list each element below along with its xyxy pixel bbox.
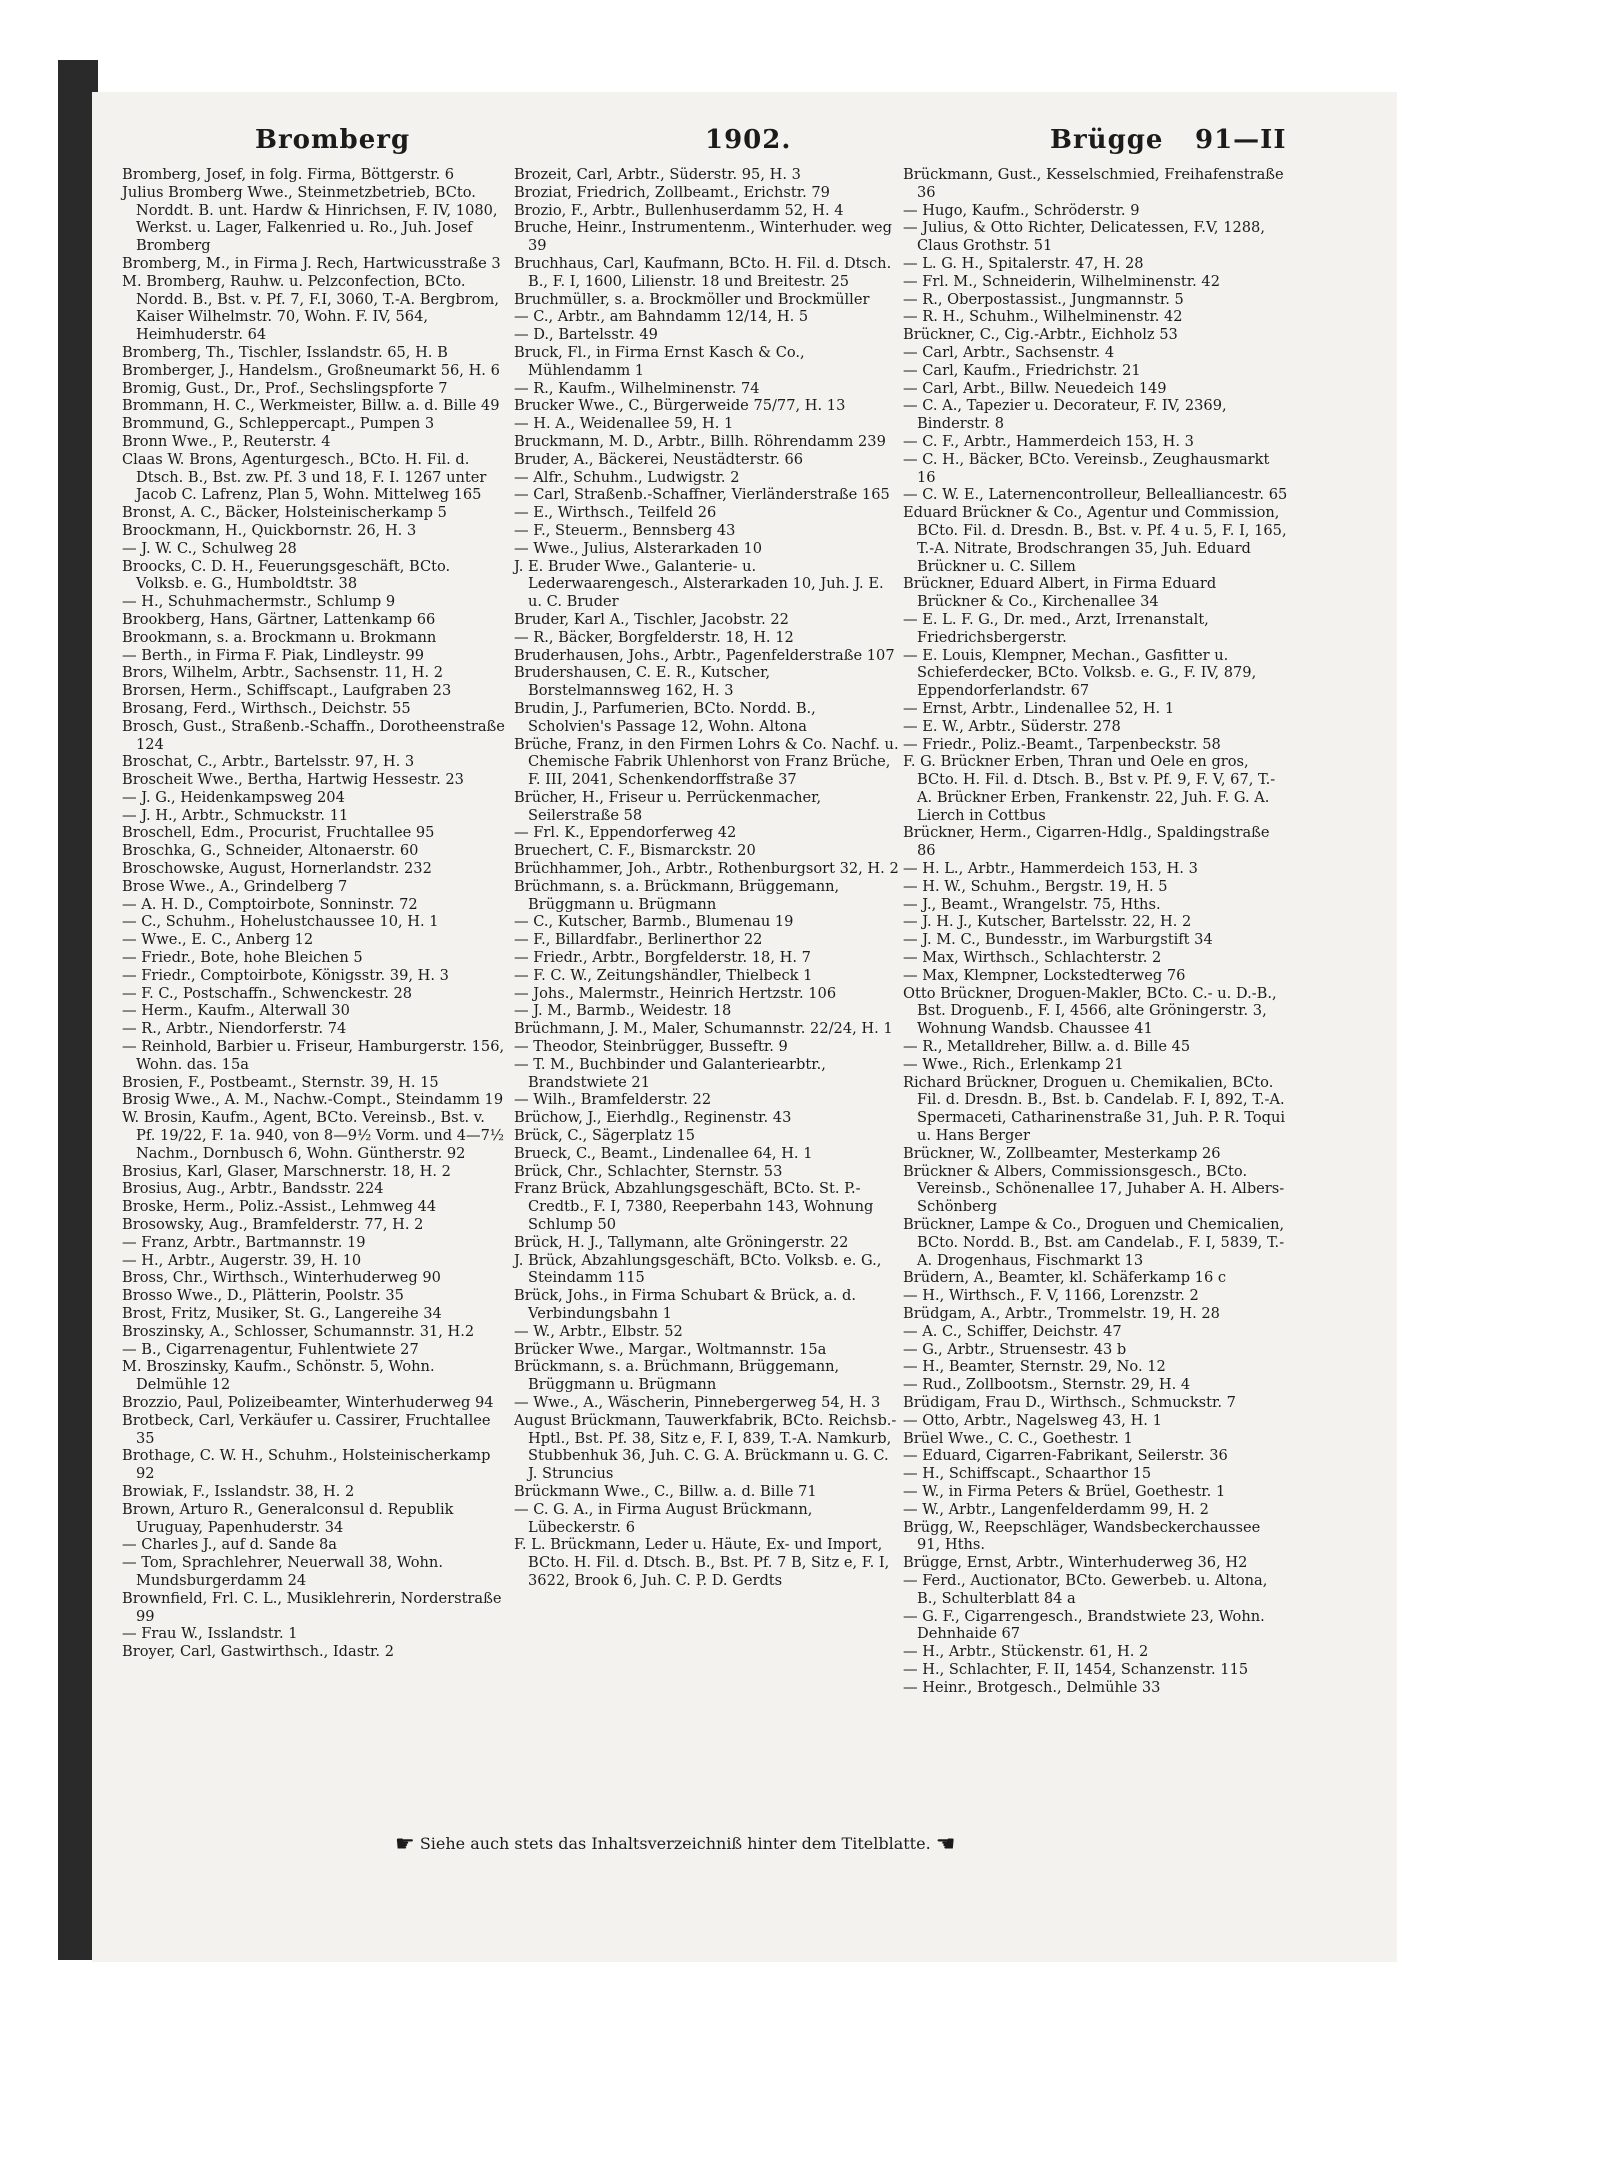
directory-entry: Brück, C., Sägerplatz 15 bbox=[514, 1127, 696, 1145]
directory-entry: Bruche, Heinr., Instrumentenm., Winterhuder. weg 39 bbox=[514, 219, 892, 255]
directory-entry: — H. L., Arbtr., Hammerdeich 153, H. 3 bbox=[903, 860, 1198, 878]
directory-entry: — Carl, Arbt., Billw. Neuedeich 149 bbox=[903, 379, 1167, 397]
directory-entry: Richard Brückner, Droguen u. Chemikalien, BCto. Fil. d. Dresdn. B., Bst. b. Candelab. F. I, 892, T.-A. Spermaceti, Catharinenstraße 31, Juh. P. R. Toqui u. Hans Berger bbox=[903, 1073, 1286, 1145]
directory-entry: Bruder, A., Bäckerei, Neustädterstr. 66 bbox=[514, 450, 804, 468]
directory-entry: — Frl. M., Schneiderin, Wilhelminenstr. 42 bbox=[903, 272, 1221, 290]
directory-entry: — F., Steuerm., Bennsberg 43 bbox=[514, 521, 736, 539]
directory-entry: — Eduard, Cigarren-Fabrikant, Seilerstr. 36 bbox=[903, 1447, 1228, 1465]
directory-entry: Brosowsky, Aug., Bramfelderstr. 77, H. 2 bbox=[122, 1216, 424, 1234]
directory-entry: Brozzio, Paul, Polizeibeamter, Winterhuderweg 94 bbox=[122, 1393, 494, 1411]
directory-column-3 bbox=[903, 166, 1288, 1697]
directory-entry: — C., Arbtr., am Bahndamm 12/14, H. 5 bbox=[514, 308, 809, 326]
directory-entry: F. L. Brückmann, Leder u. Häute, Ex- und Import, BCto. H. Fil. d. Dtsch. B., Bst. Pf. 7 B, Sitz e, F. I, 3622, Brook 6, Juh. C. P. D. Gerdts bbox=[514, 1536, 890, 1589]
directory-entry: Bruchmüller, s. a. Brockmöller und Brockmüller bbox=[514, 290, 870, 308]
directory-entry: Brudershausen, C. E. R., Kutscher, Borstelmannsweg 162, H. 3 bbox=[514, 664, 771, 700]
directory-entry: Brückmann, Gust., Kesselschmied, Freihafenstraße 36 bbox=[903, 166, 1284, 201]
directory-entry: Brüel Wwe., C. C., Goethestr. 1 bbox=[903, 1429, 1133, 1447]
directory-entry: — Max, Klempner, Lockstedterweg 76 bbox=[903, 966, 1186, 984]
directory-entry: Brückner, Eduard Albert, in Firma Eduard Brückner & Co., Kirchenallee 34 bbox=[903, 575, 1217, 611]
directory-entry: — H., Wirthsch., F. V, 1166, Lorenzstr. 2 bbox=[903, 1287, 1199, 1305]
directory-entry: — J. M. C., Bundesstr., im Warburgstift 34 bbox=[903, 931, 1213, 949]
directory-entry: Broscheit Wwe., Bertha, Hartwig Hessestr. 23 bbox=[122, 771, 464, 789]
directory-entry: — Wwe., A., Wäscherin, Pinnebergerweg 54, H. 3 bbox=[514, 1393, 881, 1411]
directory-entry: — C. F., Arbtr., Hammerdeich 153, H. 3 bbox=[903, 432, 1194, 450]
directory-entry: — J. H. J., Kutscher, Bartelsstr. 22, H. 2 bbox=[903, 913, 1192, 931]
directory-entry: — Hugo, Kaufm., Schröderstr. 9 bbox=[903, 201, 1140, 219]
directory-entry: Brosso Wwe., D., Plätterin, Poolstr. 35 bbox=[122, 1287, 404, 1305]
directory-column-1 bbox=[122, 166, 507, 1661]
directory-entry: Brüdigam, Frau D., Wirthsch., Schmuckstr. 7 bbox=[903, 1393, 1236, 1411]
directory-entry: M. Broszinsky, Kaufm., Schönstr. 5, Wohn. Delmühle 12 bbox=[122, 1358, 435, 1394]
directory-entry: Browiak, F., Isslandstr. 38, H. 2 bbox=[122, 1482, 355, 1500]
directory-entry: Bromberger, J., Handelsm., Großneumarkt 56, H. 6 bbox=[122, 361, 500, 379]
footer-note bbox=[395, 1832, 1095, 1857]
directory-entry: — A. C., Schiffer, Deichstr. 47 bbox=[903, 1322, 1122, 1340]
directory-entry: — Heinr., Brotgesch., Delmühle 33 bbox=[903, 1678, 1161, 1696]
directory-entry: — H., Schiffscapt., Schaarthor 15 bbox=[903, 1465, 1152, 1483]
directory-entry: Brommann, H. C., Werkmeister, Billw. a. d. Bille 49 bbox=[122, 397, 500, 415]
directory-entry: — Alfr., Schuhm., Ludwigstr. 2 bbox=[514, 468, 740, 486]
directory-entry: Brommund, G., Schleppercapt., Pumpen 3 bbox=[122, 415, 435, 433]
directory-entry: Brucker Wwe., C., Bürgerweide 75/77, H. 13 bbox=[514, 397, 846, 415]
directory-entry: Bruck, Fl., in Firma Ernst Kasch & Co., Mühlendamm 1 bbox=[514, 343, 805, 379]
directory-entry: — H. W., Schuhm., Bergstr. 19, H. 5 bbox=[903, 877, 1168, 895]
directory-entry: — F. C., Postschaffn., Schwenckestr. 28 bbox=[122, 984, 413, 1002]
directory-entry: — C., Schuhm., Hohelustchaussee 10, H. 1 bbox=[122, 913, 439, 931]
directory-entry: — D., Bartelsstr. 49 bbox=[514, 326, 658, 344]
directory-entry: — C. H., Bäcker, BCto. Vereinsb., Zeughausmarkt 16 bbox=[903, 450, 1270, 486]
directory-entry: — C. A., Tapezier u. Decorateur, F. IV, 2369, Binderstr. 8 bbox=[903, 397, 1227, 433]
directory-entry: — E. W., Arbtr., Süderstr. 278 bbox=[903, 717, 1121, 735]
directory-entry: Brueck, C., Beamt., Lindenallee 64, H. 1 bbox=[514, 1144, 813, 1162]
directory-entry: Brors, Wilhelm, Arbtr., Sachsenstr. 11, H. 2 bbox=[122, 664, 444, 682]
directory-entry: — Wwe., Julius, Alsterarkaden 10 bbox=[514, 539, 763, 557]
directory-entry: — Herm., Kaufm., Alterwall 30 bbox=[122, 1002, 350, 1020]
directory-entry: — Rud., Zollbootsm., Sternstr. 29, H. 4 bbox=[903, 1376, 1191, 1394]
directory-entry: — Carl, Straßenb.-Schaffner, Vierländerstraße 165 bbox=[514, 486, 890, 504]
directory-entry: Brückner, Herm., Cigarren-Hdlg., Spaldingstraße 86 bbox=[903, 824, 1270, 860]
directory-entry: — Friedr., Arbtr., Borgfelderstr. 18, H. 7 bbox=[514, 949, 811, 967]
directory-entry: — H., Beamter, Sternstr. 29, No. 12 bbox=[903, 1358, 1166, 1376]
directory-entry: Bronst, A. C., Bäcker, Holsteinischerkamp 5 bbox=[122, 504, 447, 522]
directory-entry: Bruechert, C. F., Bismarckstr. 20 bbox=[514, 842, 756, 860]
directory-entry: — C., Kutscher, Barmb., Blumenau 19 bbox=[514, 913, 794, 931]
directory-entry: Broschell, Edm., Procurist, Fruchtallee 95 bbox=[122, 824, 435, 842]
directory-entry: Bronn Wwe., P., Reuterstr. 4 bbox=[122, 432, 331, 450]
directory-entry: — R. H., Schuhm., Wilhelminenstr. 42 bbox=[903, 308, 1183, 326]
directory-entry: Bruderhausen, Johs., Arbtr., Pagenfelderstraße 107 bbox=[514, 646, 895, 664]
directory-entry: — H., Arbtr., Stückenstr. 61, H. 2 bbox=[903, 1643, 1149, 1661]
directory-entry: Brookmann, s. a. Brockmann u. Brokmann bbox=[122, 628, 437, 646]
directory-entry: Brosch, Gust., Straßenb.-Schaffn., Dorotheenstraße 124 bbox=[122, 717, 505, 753]
directory-entry: Brüdgam, A., Arbtr., Trommelstr. 19, H. 28 bbox=[903, 1305, 1220, 1322]
directory-entry: — Carl, Kaufm., Friedrichstr. 21 bbox=[903, 361, 1141, 379]
directory-entry: — J. W. C., Schulweg 28 bbox=[122, 539, 297, 557]
directory-entry: — Carl, Arbtr., Sachsenstr. 4 bbox=[903, 343, 1115, 361]
directory-entry: Bromberg, Th., Tischler, Isslandstr. 65, H. B bbox=[122, 343, 448, 361]
directory-entry: — L. G. H., Spitalerstr. 47, H. 28 bbox=[903, 254, 1144, 272]
directory-entry: — R., Kaufm., Wilhelminenstr. 74 bbox=[514, 379, 760, 397]
directory-entry: Claas W. Brons, Agenturgesch., BCto. H. Fil. d. Dtsch. B., Bst. zw. Pf. 3 und 18, F. I. 1267 unter Jacob C. Lafrenz, Plan 5, Wohn. Mittelweg 165 bbox=[122, 450, 487, 504]
directory-entry: Brüdern, A., Beamter, kl. Schäferkamp 16 c bbox=[903, 1269, 1227, 1287]
directory-entry: Bruder, Karl A., Tischler, Jacobstr. 22 bbox=[514, 610, 789, 628]
directory-entry: Brotbeck, Carl, Verkäufer u. Cassirer, Fruchtallee 35 bbox=[122, 1411, 491, 1447]
directory-entry: — E. L. F. G., Dr. med., Arzt, Irrenanstalt, Friedrichsbergerstr. bbox=[903, 610, 1209, 646]
directory-entry: — E. Louis, Klempner, Mechan., Gasfitter u. Schieferdecker, BCto. Volksb. e. G., F. IV, 879, Eppendorferlandstr. 67 bbox=[903, 646, 1257, 700]
header-right-keyword: Brügge bbox=[1050, 125, 1164, 155]
directory-entry: Brownfield, Frl. C. L., Musiklehrerin, Norderstraße 99 bbox=[122, 1589, 502, 1625]
directory-entry: — Friedr., Poliz.-Beamt., Tarpenbeckstr. 58 bbox=[903, 735, 1221, 753]
directory-entry: Broziat, Friedrich, Zollbeamt., Erichstr. 79 bbox=[514, 183, 830, 201]
directory-entry: — F., Billardfabr., Berlinerthor 22 bbox=[514, 931, 763, 949]
directory-entry: — G., Arbtr., Struensestr. 43 b bbox=[903, 1340, 1127, 1358]
directory-entry: — W., in Firma Peters & Brüel, Goethestr. 1 bbox=[903, 1482, 1226, 1500]
directory-entry: Brügge, Ernst, Arbtr., Winterhuderweg 36, H2 bbox=[903, 1554, 1248, 1572]
directory-entry: — Theodor, Steinbrügger, Busseftr. 9 bbox=[514, 1038, 788, 1056]
directory-entry: W. Brosin, Kaufm., Agent, BCto. Vereinsb., Bst. v. Pf. 19/22, F. 1a. 940, von 8—9½ Vorm. und 4—7½ Nachm., Dornbusch 6, Wohn. Güntherstr. 92 bbox=[122, 1109, 505, 1162]
directory-entry: — J. H., Arbtr., Schmuckstr. 11 bbox=[122, 806, 349, 824]
footer-text: Siehe auch stets das Inhaltsverzeichniß hinter dem Titelblatte. bbox=[419, 1834, 931, 1853]
pointing-hand-left-icon: ☚ bbox=[935, 1832, 956, 1857]
directory-entry: Bromberg, Josef, in folg. Firma, Böttgerstr. 6 bbox=[122, 166, 455, 183]
directory-entry: — Wwe., Rich., Erlenkamp 21 bbox=[903, 1055, 1124, 1073]
directory-entry: — F. C. W., Zeitungshändler, Thielbeck 1 bbox=[514, 966, 813, 984]
directory-entry: — H., Schuhmachermstr., Schlump 9 bbox=[122, 593, 396, 611]
directory-entry: Brückner, W., Zollbeamter, Mesterkamp 26 bbox=[903, 1144, 1221, 1162]
directory-entry: — Friedr., Bote, hohe Bleichen 5 bbox=[122, 949, 363, 967]
directory-entry: Brozeit, Carl, Arbtr., Süderstr. 95, H. 3 bbox=[514, 166, 801, 183]
scan-margin bbox=[0, 0, 58, 2177]
directory-entry: Broszinsky, A., Schlosser, Schumannstr. 31, H.2 bbox=[122, 1322, 475, 1340]
directory-entry: — C. W. E., Laternencontrolleur, Bellealliancestr. 65 bbox=[903, 486, 1288, 504]
pointing-hand-right-icon: ☛ bbox=[395, 1832, 415, 1857]
directory-entry: — Frau W., Isslandstr. 1 bbox=[122, 1625, 298, 1643]
directory-entry: Bromberg, M., in Firma J. Rech, Hartwicusstraße 3 bbox=[122, 254, 501, 272]
directory-entry: Otto Brückner, Droguen-Makler, BCto. C.- u. D.-B., Bst. Droguenb., F. I, 4566, alte Gröningerstr. 3, Wohnung Wandsb. Chaussee 41 bbox=[903, 984, 1277, 1038]
directory-entry: Brückmann, s. a. Brüchmann, Brüggemann, Brüggmann u. Brügmann bbox=[514, 1358, 840, 1394]
directory-entry: Franz Brück, Abzahlungsgeschäft, BCto. St. P.-Credtb., F. I, 7380, Reeperbahn 143, Wohnung Schlump 50 bbox=[514, 1180, 874, 1234]
directory-entry: — A. H. D., Comptoirbote, Sonninstr. 72 bbox=[122, 895, 418, 913]
directory-entry: — Berth., in Firma F. Piak, Lindleystr. 99 bbox=[122, 646, 425, 664]
directory-entry: Broschat, C., Arbtr., Bartelsstr. 97, H. 3 bbox=[122, 753, 415, 771]
directory-entry: Brückner, Lampe & Co., Droguen und Chemicalien, BCto. Nordd. B., Bst. am Candelab., F. I, 5839, T.-A. Drogenhaus, Fischmarkt 13 bbox=[903, 1216, 1285, 1269]
directory-entry: — Frl. K., Eppendorferweg 42 bbox=[514, 824, 737, 842]
directory-entry: — E., Wirthsch., Teilfeld 26 bbox=[514, 504, 717, 522]
directory-entry: — B., Cigarrenagentur, Fuhlentwiete 27 bbox=[122, 1340, 419, 1358]
directory-entry: August Brückmann, Tauwerkfabrik, BCto. Reichsb.-Hptl., Bst. Pf. 38, Sitz e, F. I, 839, T.-A. Namkurb, Stubbenhuk 36, Juh. C. G. A. Brückmann u. G. C. J. Struncius bbox=[514, 1411, 897, 1483]
directory-entry: Brücher, H., Friseur u. Perrückenmacher, Seilerstraße 58 bbox=[514, 788, 822, 824]
directory-entry: Brosius, Aug., Arbtr., Bandsstr. 224 bbox=[122, 1180, 384, 1198]
directory-entry: — Julius, & Otto Richter, Delicatessen, F.V, 1288, Claus Grothstr. 51 bbox=[903, 219, 1265, 255]
header-left-keyword: Bromberg bbox=[255, 125, 411, 155]
directory-entry: Brothage, C. W. H., Schuhm., Holsteinischerkamp 92 bbox=[122, 1447, 491, 1483]
directory-entry: — T. M., Buchbinder und Galanteriearbtr., Brandstwiete 21 bbox=[514, 1055, 826, 1091]
directory-entry: — R., Bäcker, Borgfelderstr. 18, H. 12 bbox=[514, 628, 794, 646]
directory-entry: Brüchmann, s. a. Brückmann, Brüggemann, Brüggmann u. Brügmann bbox=[514, 877, 840, 913]
directory-entry: Brüchhammer, Joh., Arbtr., Rothenburgsort 32, H. 2 bbox=[514, 860, 899, 878]
directory-entry: — Max, Wirthsch., Schlachterstr. 2 bbox=[903, 949, 1162, 967]
directory-entry: Brosien, F., Postbeamt., Sternstr. 39, H. 15 bbox=[122, 1073, 439, 1091]
directory-entry: — Tom, Sprachlehrer, Neuerwall 38, Wohn. Mundsburgerdamm 24 bbox=[122, 1554, 443, 1589]
page-header bbox=[0, 125, 1600, 165]
directory-entry: Bruchhaus, Carl, Kaufmann, BCto. H. Fil. d. Dtsch. B., F. I, 1600, Lilienstr. 18 und Breitestr. 25 bbox=[514, 254, 892, 290]
directory-entry: Brosig Wwe., A. M., Nachw.-Compt., Steindamm 19 bbox=[122, 1091, 504, 1109]
directory-entry: Brose Wwe., A., Grindelberg 7 bbox=[122, 877, 348, 895]
directory-entry: J. Brück, Abzahlungsgeschäft, BCto. Volksb. e. G., Steindamm 115 bbox=[514, 1251, 882, 1287]
directory-entry: — J. M., Barmb., Weidestr. 18 bbox=[514, 1002, 732, 1020]
directory-entry: — Charles J., auf d. Sande 8a bbox=[122, 1536, 338, 1554]
directory-entry: — R., Metalldreher, Billw. a. d. Bille 45 bbox=[903, 1038, 1191, 1056]
directory-entry: Brückner & Albers, Commissionsgesch., BCto. Vereinsb., Schönenallee 17, Juhaber A. H. Albers-Schönberg bbox=[903, 1162, 1285, 1216]
directory-entry: Brüche, Franz, in den Firmen Lohrs & Co. Nachf. u. Chemische Fabrik Uhlenhorst von Franz Brüche, F. III, 2041, Schenkendorffstraße 37 bbox=[514, 735, 899, 789]
directory-entry: Broyer, Carl, Gastwirthsch., Idastr. 2 bbox=[122, 1643, 394, 1661]
directory-entry: Brorsen, Herm., Schiffscapt., Laufgraben 23 bbox=[122, 682, 452, 700]
directory-entry: — R., Oberpostassist., Jungmannstr. 5 bbox=[903, 290, 1184, 308]
directory-entry: Broockmann, H., Quickbornstr. 26, H. 3 bbox=[122, 521, 417, 539]
directory-entry: F. G. Brückner Erben, Thran und Oele en gros, BCto. H. Fil. d. Dtsch. B., Bst v. Pf. 9, F. V, 67, T.-A. Brückner Erben, Frankenstr. 22, Juh. F. G. A. Lierch in Cottbus bbox=[903, 753, 1276, 824]
directory-entry: — J., Beamt., Wrangelstr. 75, Hths. bbox=[903, 895, 1161, 913]
directory-entry: Brozio, F., Arbtr., Bullenhuserdamm 52, H. 4 bbox=[514, 201, 844, 219]
directory-entry: — Franz, Arbtr., Bartmannstr. 19 bbox=[122, 1233, 366, 1251]
directory-entry: Bruckmann, M. D., Arbtr., Billh. Röhrendamm 239 bbox=[514, 432, 886, 450]
directory-entry: — W., Arbtr., Elbstr. 52 bbox=[514, 1322, 683, 1340]
directory-entry: Broschowske, August, Hornerlandstr. 232 bbox=[122, 860, 432, 878]
directory-entry: — H., Schlachter, F. II, 1454, Schanzenstr. 115 bbox=[903, 1660, 1249, 1678]
directory-entry: Julius Bromberg Wwe., Steinmetzbetrieb, BCto. Norddt. B. unt. Hardw & Hinrichsen, F. IV, 1080, Werkst. u. Lager, Falkenried u. Ro., Juh. Josef Bromberg bbox=[122, 183, 498, 255]
directory-entry: — Johs., Malermstr., Heinrich Hertzstr. 106 bbox=[514, 984, 837, 1002]
directory-entry: Brost, Fritz, Musiker, St. G., Langereihe 34 bbox=[122, 1305, 442, 1322]
directory-entry: Brookberg, Hans, Gärtner, Lattenkamp 66 bbox=[122, 610, 436, 628]
directory-column-2 bbox=[514, 166, 899, 1590]
directory-entry: — Wilh., Bramfelderstr. 22 bbox=[514, 1091, 712, 1109]
directory-entry: — Otto, Arbtr., Nagelsweg 43, H. 1 bbox=[903, 1411, 1162, 1429]
directory-entry: Brosang, Ferd., Wirthsch., Deichstr. 55 bbox=[122, 699, 411, 717]
directory-entry: — Reinhold, Barbier u. Friseur, Hamburgerstr. 156, Wohn. das. 15a bbox=[122, 1038, 505, 1073]
header-year: 1902. bbox=[705, 125, 792, 155]
directory-entry: — J. G., Heidenkampsweg 204 bbox=[122, 788, 345, 806]
directory-entry: Bross, Chr., Wirthsch., Winterhuderweg 90 bbox=[122, 1269, 441, 1287]
directory-entry: Brücker Wwe., Margar., Woltmannstr. 15a bbox=[514, 1340, 827, 1358]
directory-entry: — R., Arbtr., Niendorferstr. 74 bbox=[122, 1020, 347, 1038]
directory-entry: Broocks, C. D. H., Feuerungsgeschäft, BCto. Volksb. e. G., Humboldtstr. 38 bbox=[122, 557, 451, 593]
directory-entry: — Ferd., Auctionator, BCto. Gewerbeb. u. Altona, B., Schulterblatt 84 a bbox=[903, 1571, 1268, 1607]
directory-entry: Brüchmann, J. M., Maler, Schumannstr. 22/24, H. 1 bbox=[514, 1020, 893, 1038]
directory-entry: Brügg, W., Reepschläger, Wandsbeckerchaussee 91, Hths. bbox=[903, 1518, 1261, 1554]
directory-entry: Broschka, G., Schneider, Altonaerstr. 60 bbox=[122, 842, 419, 860]
directory-entry: Brück, Johs., in Firma Schubart & Brück, a. d. Verbindungsbahn 1 bbox=[514, 1287, 856, 1322]
directory-entry: M. Bromberg, Rauhw. u. Pelzconfection, BCto. Nordd. B., Bst. v. Pf. 7, F.I, 3060, T.-A. Bergbrom, Kaiser Wilhelmstr. 70, Wohn. F. IV, 564, Heimhuderstr. 64 bbox=[122, 272, 500, 344]
directory-entry: Brückmann Wwe., C., Billw. a. d. Bille 71 bbox=[514, 1482, 817, 1500]
directory-entry: Brudin, J., Parfumerien, BCto. Nordd. B., Scholvien's Passage 12, Wohn. Altona bbox=[514, 699, 816, 735]
directory-entry: Eduard Brückner & Co., Agentur und Commission, BCto. Fil. d. Dresdn. B., Bst. v. Pf. 4 u. 5, F. I, 165, T.-A. Nitrate, Brodschrangen 35, Juh. Eduard Brückner u. C. Sillem bbox=[903, 504, 1287, 575]
directory-entry: — W., Arbtr., Langenfelderdamm 99, H. 2 bbox=[903, 1500, 1209, 1518]
directory-entry: Broske, Herm., Poliz.-Assist., Lehmweg 44 bbox=[122, 1198, 437, 1216]
directory-entry: Brown, Arturo R., Generalconsul d. Republik Uruguay, Papenhuderstr. 34 bbox=[122, 1500, 454, 1536]
directory-entry: — C. G. A., in Firma August Brückmann, Lübeckerstr. 6 bbox=[514, 1500, 813, 1536]
directory-entry: Bromig, Gust., Dr., Prof., Sechslingspforte 7 bbox=[122, 379, 448, 397]
directory-entry: — Friedr., Comptoirbote, Königsstr. 39, H. 3 bbox=[122, 966, 449, 984]
directory-entry: — H. A., Weidenallee 59, H. 1 bbox=[514, 415, 734, 433]
directory-entry: Brück, H. J., Tallymann, alte Gröningerstr. 22 bbox=[514, 1233, 849, 1251]
directory-entry: Brosius, Karl, Glaser, Marschnerstr. 18, H. 2 bbox=[122, 1162, 451, 1180]
page-number: 91—II bbox=[1195, 125, 1287, 155]
directory-entry: — G. F., Cigarrengesch., Brandstwiete 23, Wohn. Dehnhaide 67 bbox=[903, 1607, 1265, 1643]
directory-entry: Brüchow, J., Eierhdlg., Reginenstr. 43 bbox=[514, 1109, 792, 1127]
directory-entry: — Ernst, Arbtr., Lindenallee 52, H. 1 bbox=[903, 699, 1175, 717]
directory-entry: — H., Arbtr., Augerstr. 39, H. 10 bbox=[122, 1251, 362, 1269]
directory-entry: Brück, Chr., Schlachter, Sternstr. 53 bbox=[514, 1162, 783, 1180]
directory-entry: Brückner, C., Cig.-Arbtr., Eichholz 53 bbox=[903, 326, 1178, 344]
directory-entry: — Wwe., E. C., Anberg 12 bbox=[122, 931, 314, 949]
directory-entry: J. E. Bruder Wwe., Galanterie- u. Lederwaarengesch., Alsterarkaden 10, Juh. J. E. u. C. Bruder bbox=[514, 557, 884, 611]
